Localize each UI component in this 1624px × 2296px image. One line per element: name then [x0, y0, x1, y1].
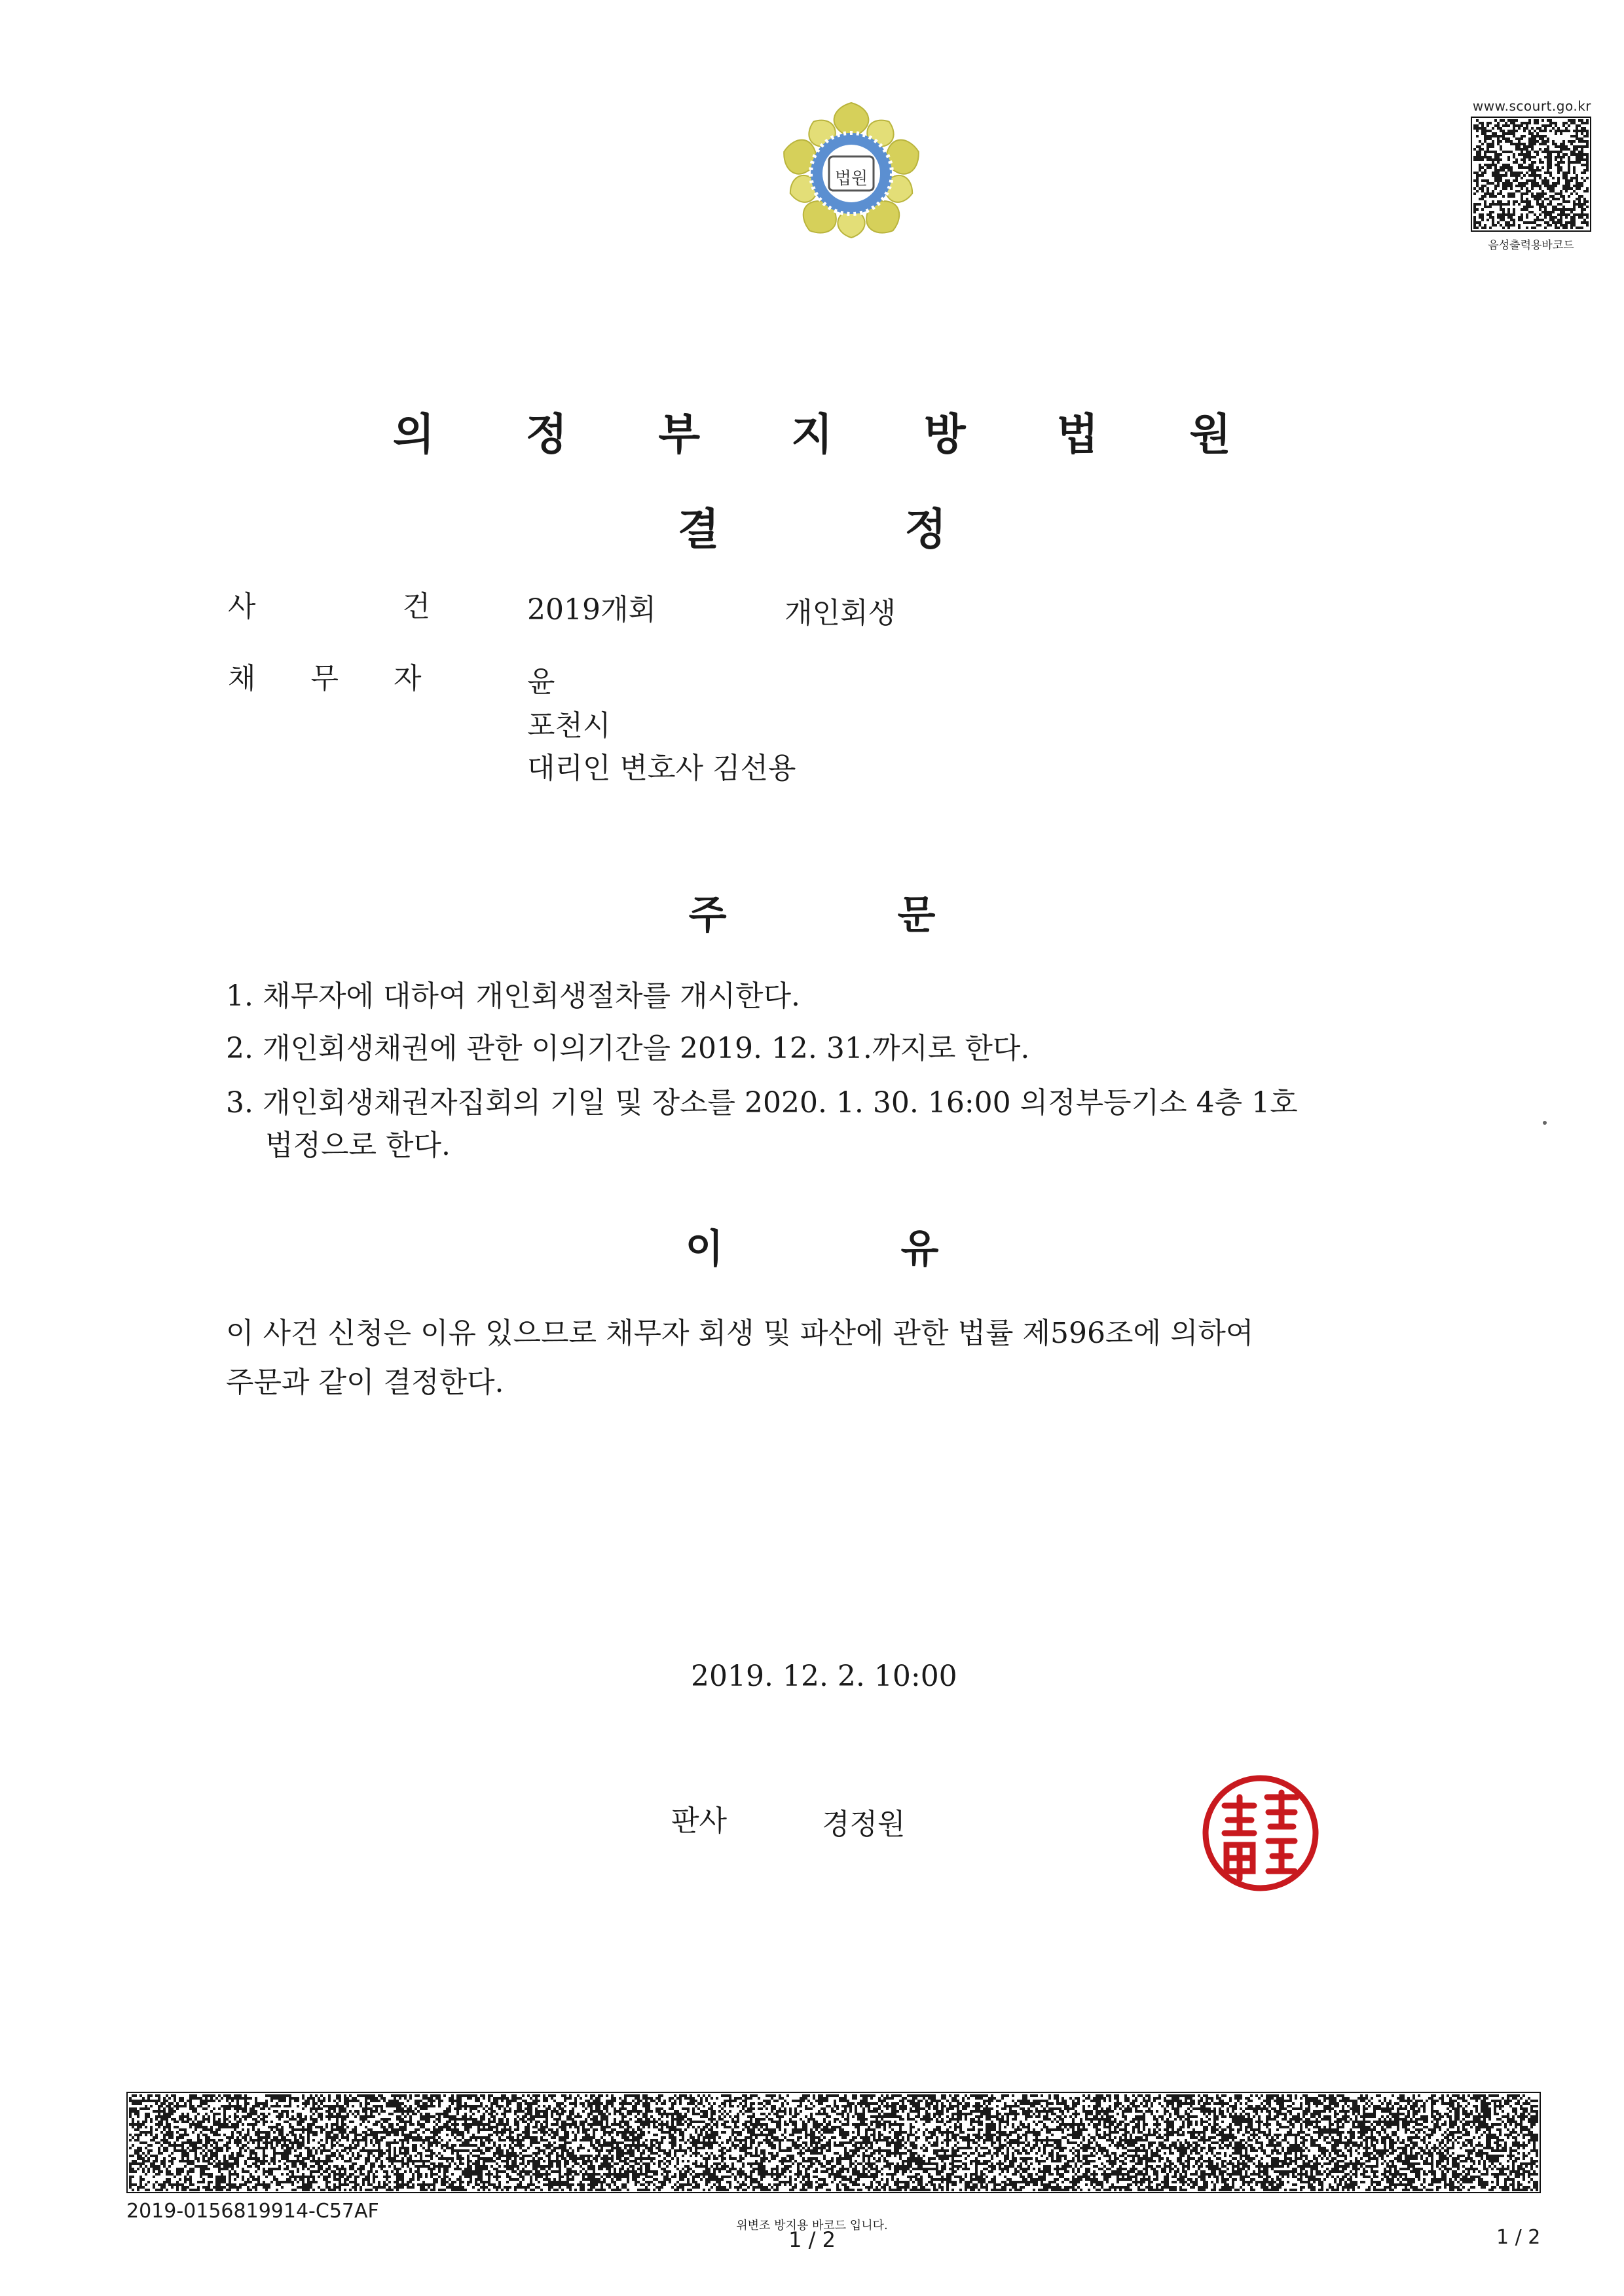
decision-date: 2019. 12. 2. 10:00	[691, 1660, 957, 1693]
document-title-text: 결 정	[677, 503, 947, 555]
judge-seal-stamp	[1195, 1768, 1326, 1899]
judge-title: 판사	[671, 1804, 728, 1838]
reason-line-2: 주문과 같이 결정한다.	[226, 1366, 504, 1399]
qr-url-text: www.scourt.go.kr	[1472, 98, 1591, 114]
emblem-label: 법원	[834, 169, 868, 189]
reason-line-1: 이 사건 신청은 이유 있으므로 채무자 회생 및 파산에 관한 법률 제596조에 의하여	[226, 1317, 1254, 1350]
page-number-right: 1 / 2	[1496, 2226, 1541, 2249]
document-id: 2019-0156819914-C57AF	[126, 2200, 379, 2223]
debtor-address: 포천시	[527, 709, 611, 742]
order-item-3: 3. 개인회생채권자집회의 기일 및 장소를 2020. 1. 30. 16:00 의정부등기소 4층 1호	[226, 1086, 1298, 1120]
audio-output-barcode	[1471, 117, 1591, 232]
court-name	[0, 399, 1624, 462]
debtor-label: 채 무 자	[228, 662, 422, 695]
order-item-2: 2. 개인회생채권에 관한 이의기간을 2019. 12. 31.까지로 한다.	[226, 1032, 1030, 1065]
page-number-center: 1 / 2	[788, 2227, 836, 2252]
anti-forgery-caption: 위변조 방지용 바코드 입니다.	[736, 2219, 888, 2232]
case-type: 개인회생	[784, 596, 896, 630]
anti-forgery-barcode	[126, 2092, 1541, 2193]
case-number: 2019개회	[527, 593, 656, 627]
debtor-name: 윤	[527, 665, 555, 699]
order-item-3-cont: 법정으로 한다.	[265, 1129, 451, 1162]
case-label: 사 건	[228, 590, 430, 623]
court-name-text: 의 정 부 지 방 법 원	[392, 409, 1270, 460]
qr-caption: 음성출력용바코드	[1488, 239, 1574, 252]
scan-speck	[1543, 1121, 1547, 1125]
document-title	[0, 494, 1624, 556]
judge-name: 경정원	[822, 1808, 906, 1841]
order-item-1: 1. 채무자에 대하여 개인회생절차를 개시한다.	[226, 979, 800, 1013]
order-heading: 주 문	[688, 892, 936, 938]
reason-heading: 이 유	[685, 1226, 939, 1272]
debtor-agent: 대리인 변호사 김선용	[527, 752, 796, 785]
